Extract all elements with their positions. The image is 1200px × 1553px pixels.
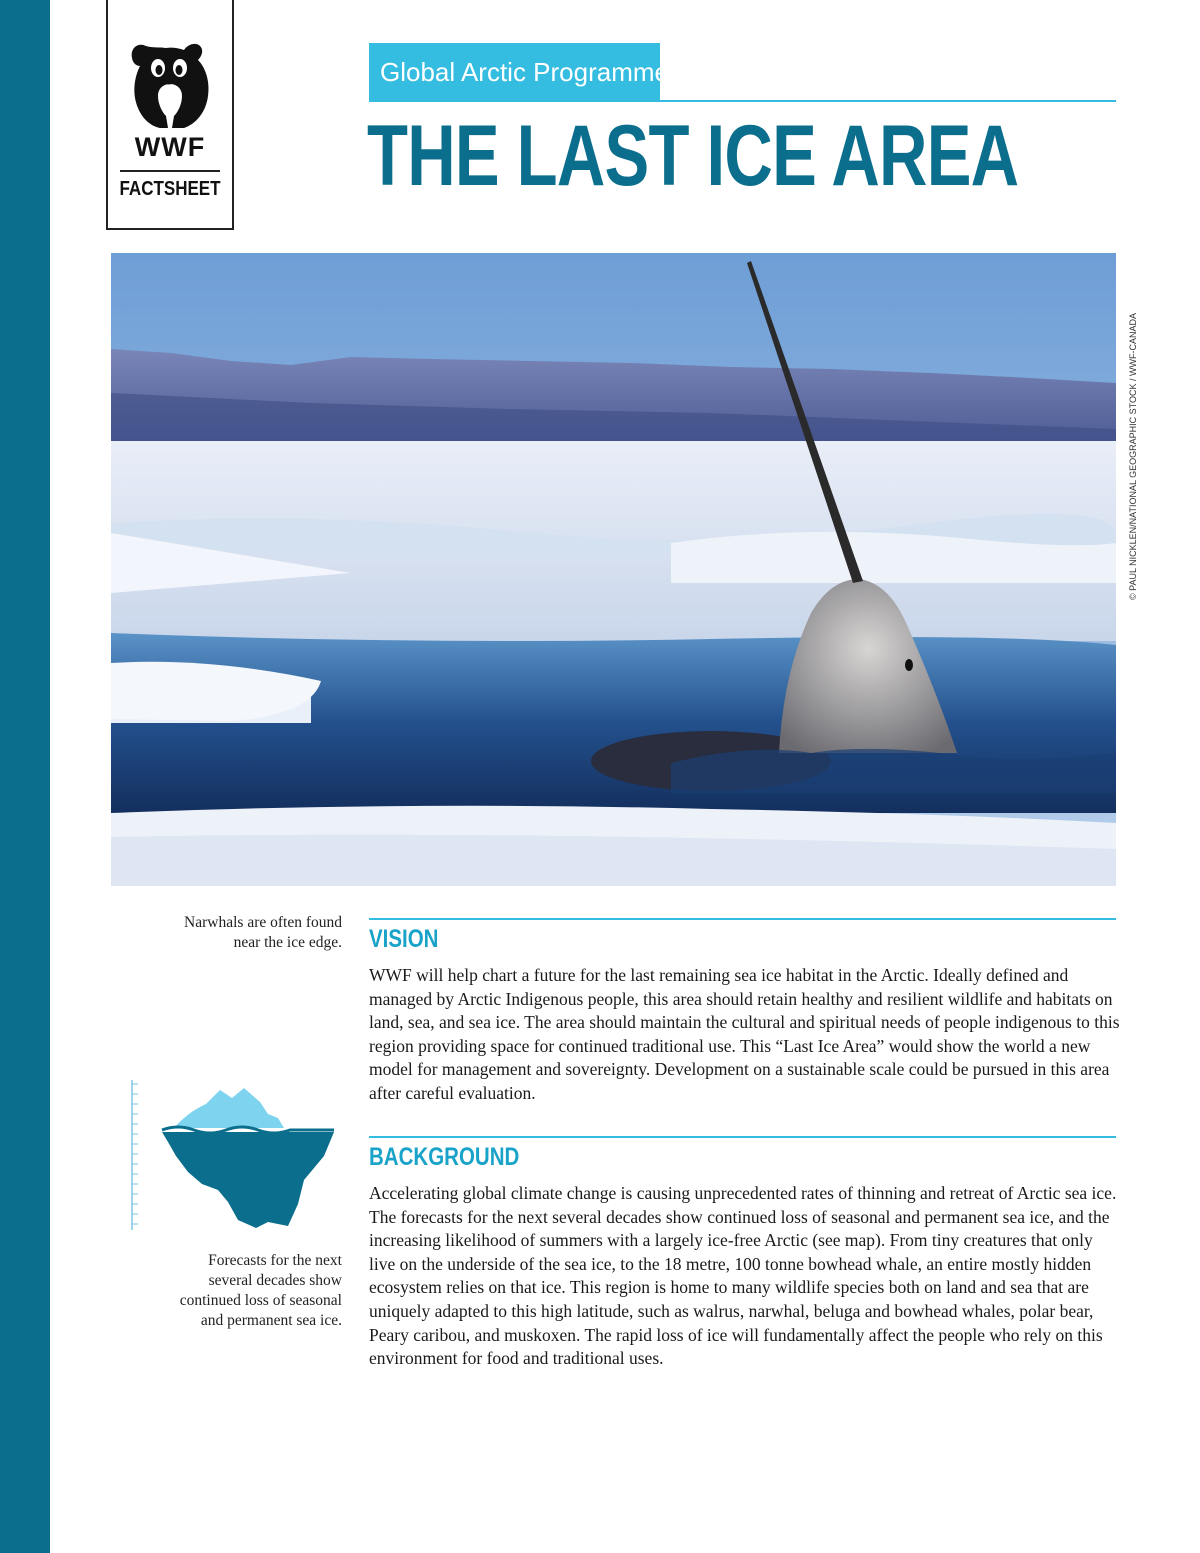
vision-rule <box>369 918 1116 920</box>
logo-divider <box>120 170 220 172</box>
photo-caption <box>110 913 342 953</box>
programme-label: Global Arctic Programme <box>369 43 660 101</box>
photo-credit: © PAUL NICKLEN/NATIONAL GEOGRAPHIC STOCK / WWF-CANADA <box>1128 312 1138 600</box>
iceberg-caption-line: and permanent sea ice. <box>200 1312 342 1329</box>
iceberg-caption-line: Forecasts for the next <box>208 1252 342 1269</box>
page-title: THE LAST ICE AREA <box>367 108 1019 204</box>
iceberg-caption-line: continued loss of seasonal <box>179 1292 342 1309</box>
wwf-wordmark: WWF <box>134 132 206 162</box>
factsheet-label: FACTSHEET <box>119 178 221 200</box>
vision-body: WWF will help chart a future for the last remaining sea ice habitat in the Arctic. Ideally defined and managed by Arctic Indigenous people, this area should retain healthy and resilient wildlife and habitats on land, sea, and sea ice. The area should maintain the cultural and spiritual needs of people indigenous to this region providing space for continued traditional use. This “Last Ice Area” would show the world a new model for management and sovereignty. Development on a sustainable scale could be pursued in this area after careful evaluation. <box>369 965 1120 1103</box>
header-rule <box>369 100 1116 102</box>
background-rule <box>369 1136 1116 1138</box>
iceberg-icon <box>128 1076 338 1236</box>
background-body: Accelerating global climate change is causing unprecedented rates of thinning and retreat of Arctic sea ice. The forecasts for the next several decades show continued loss of seasonal and permanent sea ice, and the increasing likelihood of summers with a largely ice-free Arctic (see map). From tiny creatures that only live on the underside of the sea ice, to the 18 metre, 100 tonne bowhead whale, an entire mostly hidden ecosystem relies on that ice. This region is home to many wildlife species both on land and sea that are uniquely adapted to this high latitude, such as walrus, narwhal, beluga and bowhead whales, polar bear, Peary caribou, and muskoxen. The rapid loss of ice will fundamentally affect the people who rely on this environment for food and traditional uses. <box>369 1183 1117 1369</box>
photo-caption-line: near the ice edge. <box>233 934 342 951</box>
panda-logo-icon <box>128 38 212 130</box>
narwhal-photo <box>111 253 1116 886</box>
wwf-logo-block <box>106 0 234 230</box>
iceberg-caption <box>110 1251 342 1331</box>
vision-heading: VISION <box>369 925 439 953</box>
photo-caption-line: Narwhals are often found <box>184 914 342 931</box>
iceberg-caption-line: several decades show <box>208 1272 342 1289</box>
background-heading: BACKGROUND <box>369 1143 520 1171</box>
left-accent-bar <box>0 0 50 1553</box>
